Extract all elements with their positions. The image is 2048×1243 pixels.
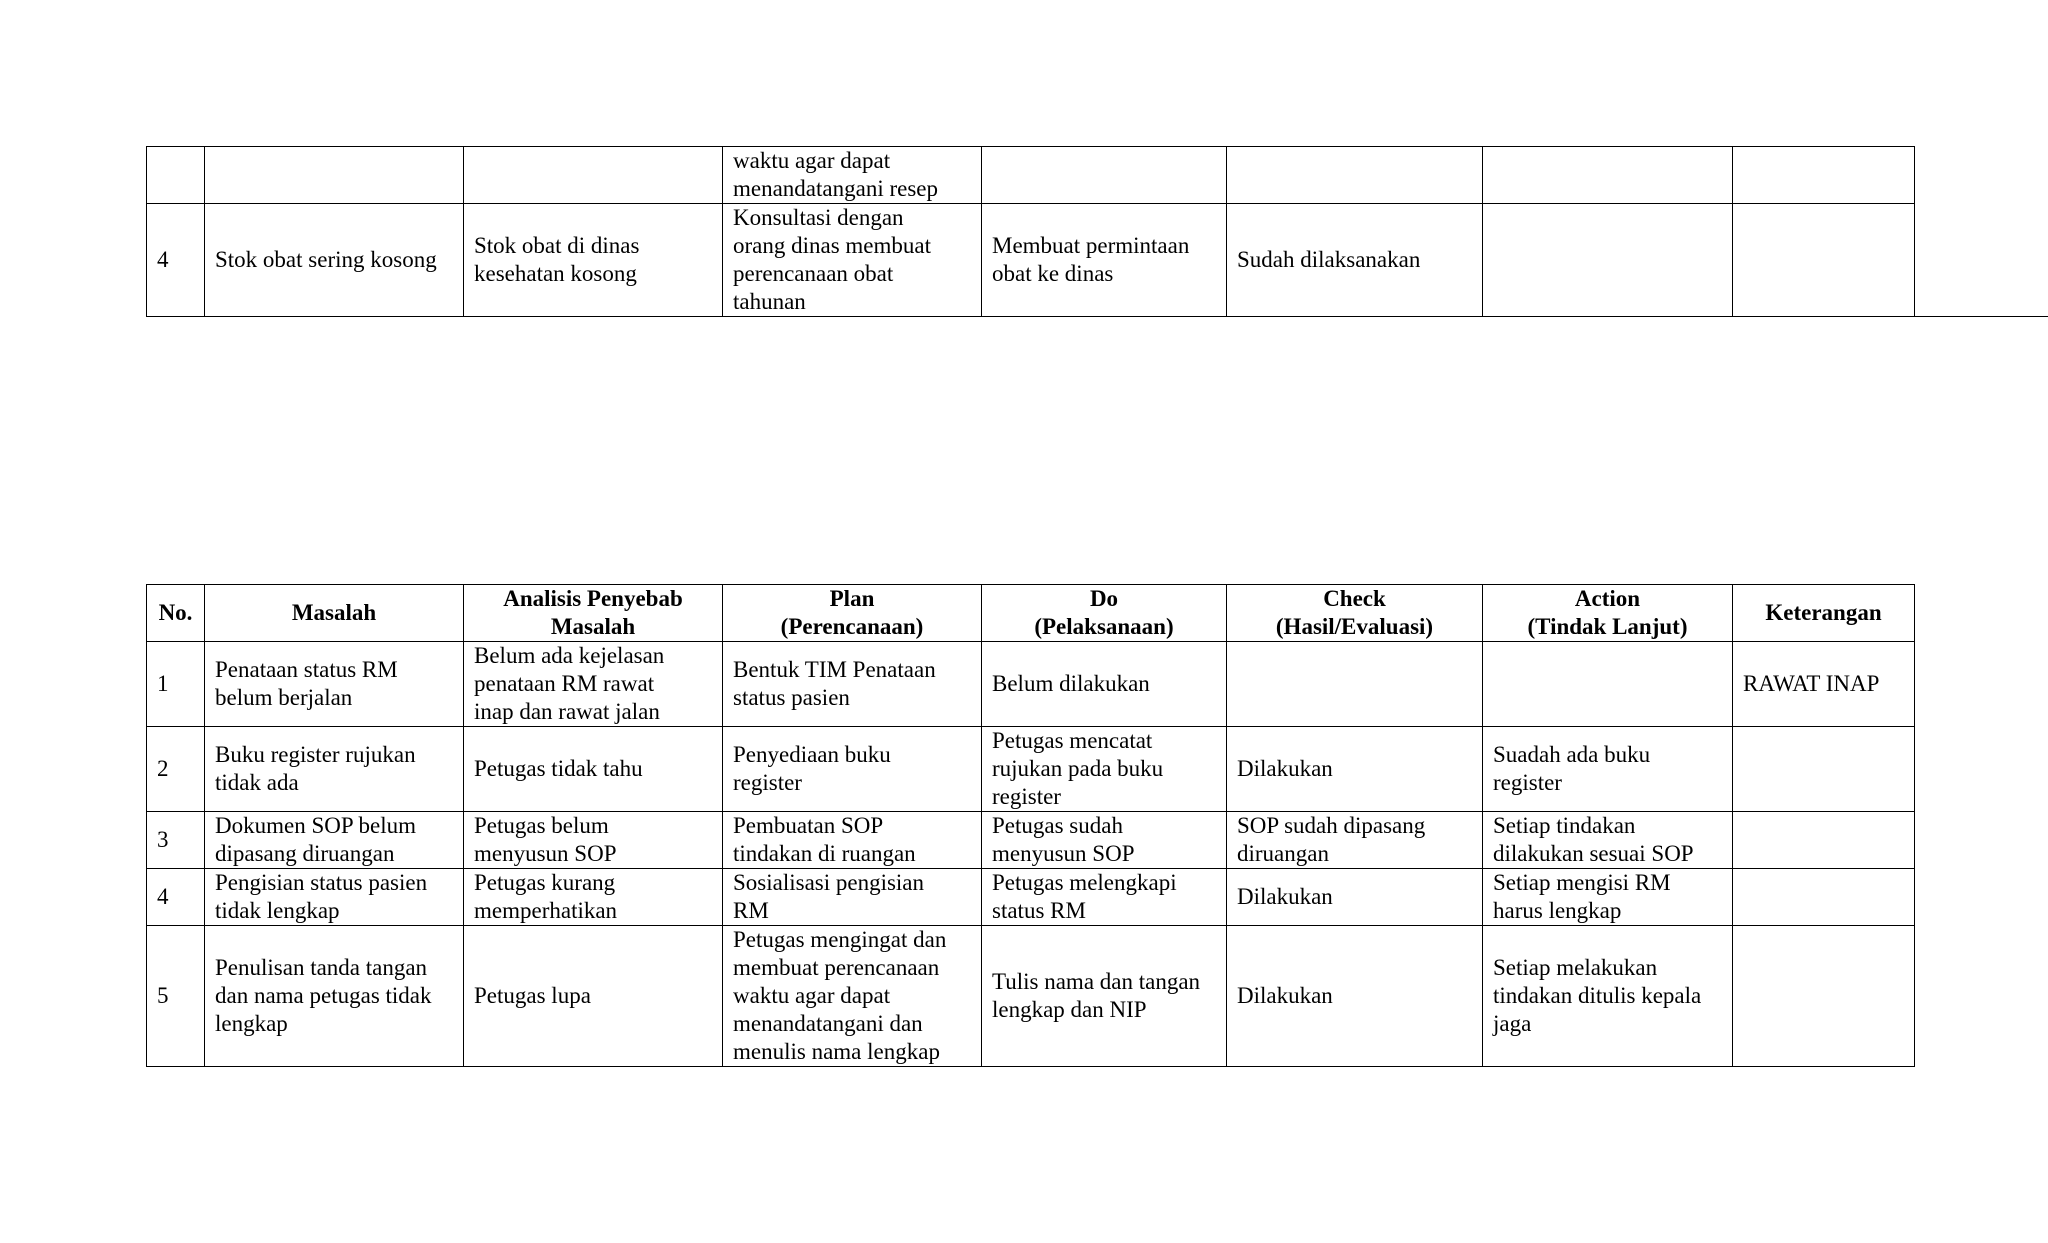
- header-action: Action (Tindak Lanjut): [1483, 585, 1733, 642]
- table-row: [147, 869, 1915, 926]
- cell-analisis: Stok obat di dinas kesehatan kosong: [464, 204, 723, 317]
- table-row: [147, 204, 1915, 317]
- cell-masalah: Stok obat sering kosong: [205, 204, 464, 317]
- cell-action: Suadah ada buku register: [1483, 727, 1733, 812]
- cell-do: Petugas mencatat rujukan pada buku register: [982, 727, 1227, 812]
- cell-plan: Sosialisasi pengisian RM: [723, 869, 982, 926]
- cell-no: 4: [147, 869, 205, 926]
- cell-masalah: Penulisan tanda tangan dan nama petugas tidak lengkap: [205, 926, 464, 1067]
- cell-no: 3: [147, 812, 205, 869]
- cell-analisis: Petugas belum menyusun SOP: [464, 812, 723, 869]
- table-row: [147, 147, 1915, 204]
- table-row: [147, 727, 1915, 812]
- header-check: Check (Hasil/Evaluasi): [1227, 585, 1483, 642]
- cell-check: [1227, 642, 1483, 727]
- cell-action: [1483, 642, 1733, 727]
- cell-keterangan: [1733, 926, 1915, 1067]
- cell-action: Setiap melakukan tindakan ditulis kepala jaga: [1483, 926, 1733, 1067]
- cell-masalah: Buku register rujukan tidak ada: [205, 727, 464, 812]
- cell-keterangan: RAWAT INAP: [1733, 642, 1915, 727]
- cell-check: Dilakukan: [1227, 869, 1483, 926]
- cell-do: Petugas melengkapi status RM: [982, 869, 1227, 926]
- cell-keterangan: [1733, 204, 1915, 317]
- cell-action: Setiap mengisi RM harus lengkap: [1483, 869, 1733, 926]
- cell-action: [1483, 147, 1733, 204]
- header-no: No.: [147, 585, 205, 642]
- cell-plan: waktu agar dapat menandatangani resep: [723, 147, 982, 204]
- cell-check: Dilakukan: [1227, 926, 1483, 1067]
- cell-check: Sudah dilaksanakan: [1227, 204, 1483, 317]
- cell-check: [1227, 147, 1483, 204]
- pdca-table-body: [147, 642, 1915, 1067]
- cell-do: Membuat permintaan obat ke dinas: [982, 204, 1227, 317]
- header-plan: Plan (Perencanaan): [723, 585, 982, 642]
- pdca-table: [146, 584, 1915, 1067]
- cell-check: SOP sudah dipasang diruangan: [1227, 812, 1483, 869]
- table-border-extension: [1913, 316, 2048, 317]
- cell-masalah: [205, 147, 464, 204]
- cell-plan: Konsultasi dengan orang dinas membuat perencanaan obat tahunan: [723, 204, 982, 317]
- cell-masalah: Penataan status RM belum berjalan: [205, 642, 464, 727]
- cell-plan: Penyediaan buku register: [723, 727, 982, 812]
- cell-no: 2: [147, 727, 205, 812]
- table-row: [147, 812, 1915, 869]
- cell-no: [147, 147, 205, 204]
- cell-analisis: [464, 147, 723, 204]
- header-masalah: Masalah: [205, 585, 464, 642]
- cell-analisis: Belum ada kejelasan penataan RM rawat inap dan rawat jalan: [464, 642, 723, 727]
- cell-keterangan: [1733, 147, 1915, 204]
- cell-check: Dilakukan: [1227, 727, 1483, 812]
- cell-plan: Petugas mengingat dan membuat perencanaan waktu agar dapat menandatangani dan menulis nama lengkap: [723, 926, 982, 1067]
- cell-keterangan: [1733, 869, 1915, 926]
- cell-no: 1: [147, 642, 205, 727]
- continuation-table-body: [147, 147, 1915, 317]
- cell-keterangan: [1733, 812, 1915, 869]
- cell-keterangan: [1733, 727, 1915, 812]
- continuation-table: [146, 146, 1915, 317]
- cell-do: Tulis nama dan tangan lengkap dan NIP: [982, 926, 1227, 1067]
- table-row: [147, 642, 1915, 727]
- cell-no: 5: [147, 926, 205, 1067]
- header-do: Do (Pelaksanaan): [982, 585, 1227, 642]
- header-analisis: Analisis Penyebab Masalah: [464, 585, 723, 642]
- cell-plan: Pembuatan SOP tindakan di ruangan: [723, 812, 982, 869]
- cell-analisis: Petugas kurang memperhatikan: [464, 869, 723, 926]
- table-row: [147, 926, 1915, 1067]
- cell-masalah: Dokumen SOP belum dipasang diruangan: [205, 812, 464, 869]
- header-row: [147, 585, 1915, 642]
- cell-do: [982, 147, 1227, 204]
- cell-do: Belum dilakukan: [982, 642, 1227, 727]
- cell-analisis: Petugas tidak tahu: [464, 727, 723, 812]
- cell-action: [1483, 204, 1733, 317]
- header-keterangan: Keterangan: [1733, 585, 1915, 642]
- cell-analisis: Petugas lupa: [464, 926, 723, 1067]
- cell-plan: Bentuk TIM Penataan status pasien: [723, 642, 982, 727]
- cell-action: Setiap tindakan dilakukan sesuai SOP: [1483, 812, 1733, 869]
- cell-no: 4: [147, 204, 205, 317]
- cell-masalah: Pengisian status pasien tidak lengkap: [205, 869, 464, 926]
- cell-do: Petugas sudah menyusun SOP: [982, 812, 1227, 869]
